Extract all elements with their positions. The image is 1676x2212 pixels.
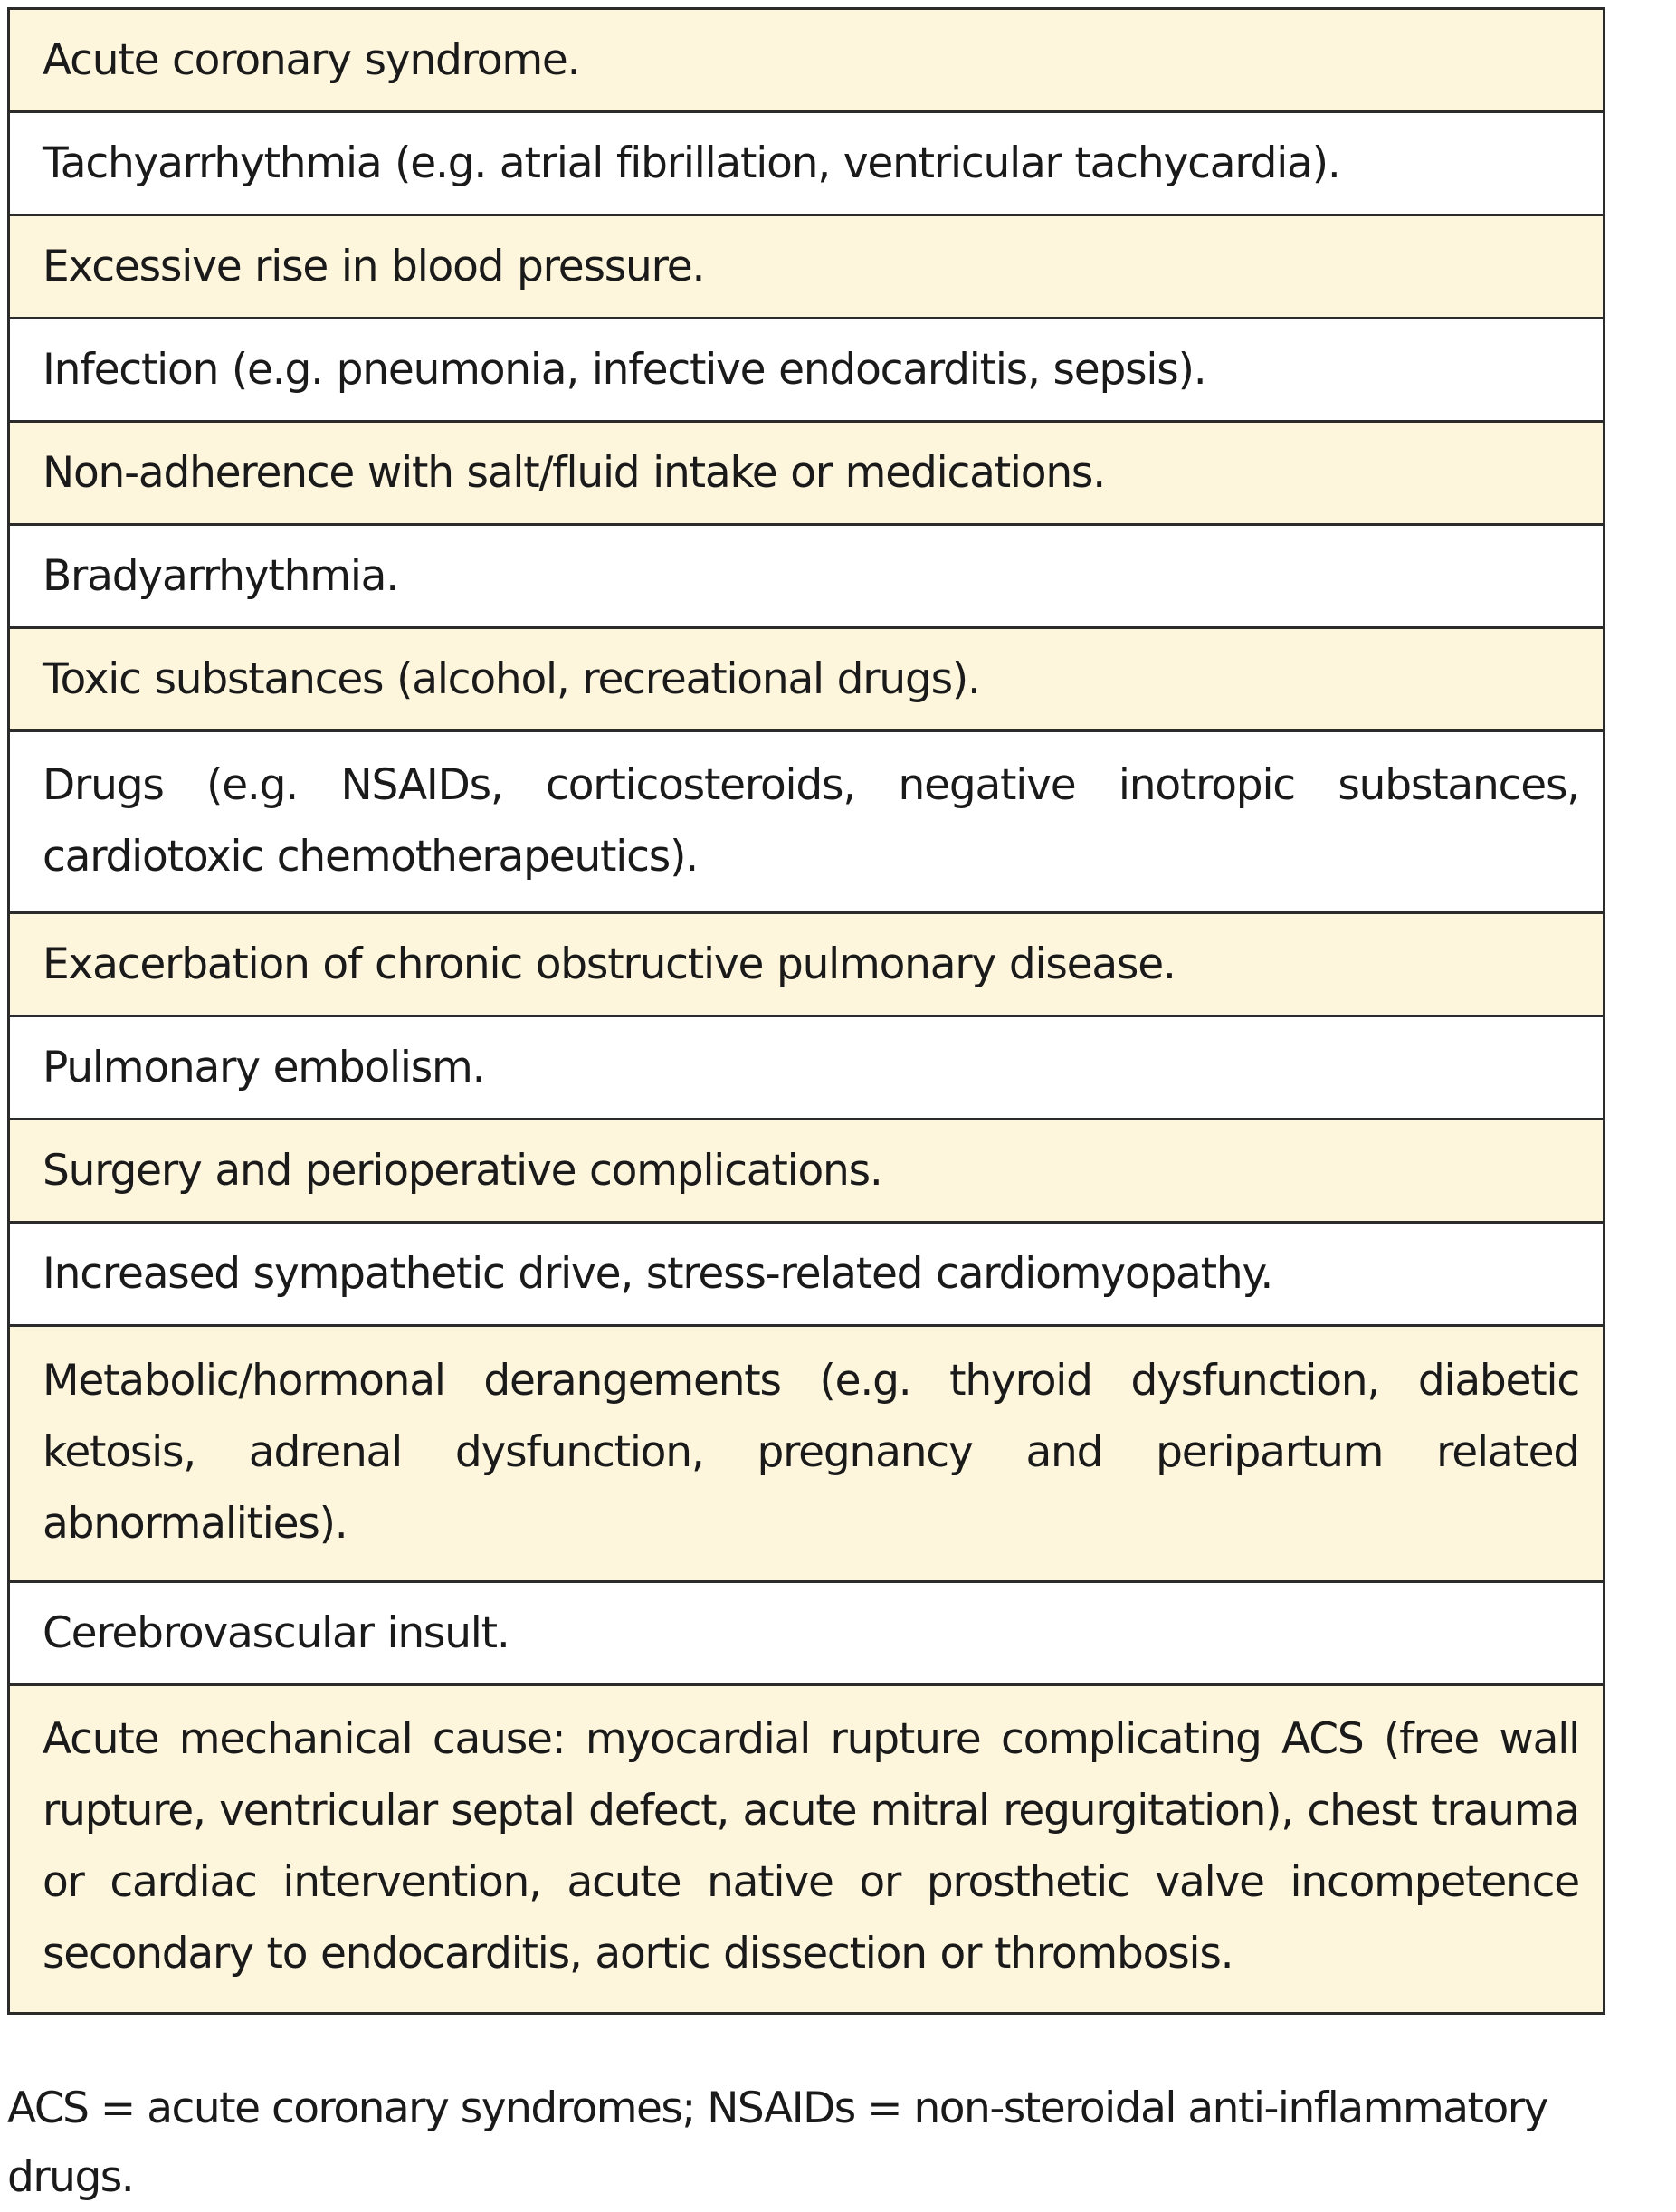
table-cell: Drugs (e.g. NSAIDs, corticosteroids, negative inotropic substances, cardiotoxic chemotherapeutics). (9, 731, 1605, 913)
table-footnote: ACS = acute coronary syndromes; NSAIDs = non-steroidal anti-inflammatory drugs. (7, 2083, 1547, 2202)
table-cell: Acute coronary syndrome. (9, 9, 1605, 112)
table-cell: Increased sympathetic drive, stress-related cardiomyopathy. (9, 1223, 1605, 1326)
table-row (9, 1685, 1605, 2014)
table-cell: Tachyarrhythmia (e.g. atrial fibrillation, ventricular tachycardia). (9, 112, 1605, 215)
table-row (9, 525, 1605, 628)
table-row (9, 215, 1605, 319)
table-row (9, 731, 1605, 913)
table-cell: Non-adherence with salt/fluid intake or medications. (9, 422, 1605, 525)
table-row (9, 422, 1605, 525)
table-row (9, 9, 1605, 112)
table-row (9, 319, 1605, 422)
precipitating-factors-table (7, 7, 1605, 2015)
table-row (9, 1120, 1605, 1223)
table-row (9, 628, 1605, 731)
table-row (9, 913, 1605, 1016)
table-row (9, 1326, 1605, 1582)
table-cell: Surgery and perioperative complications. (9, 1120, 1605, 1223)
table-cell: Pulmonary embolism. (9, 1016, 1605, 1120)
table-cell: Acute mechanical cause: myocardial rupture complicating ACS (free wall rupture, ventricular septal defect, acute mitral regurgitation), chest trauma or cardiac intervention, acute native or prosthetic valve incompetence secondary to endocarditis, aortic dissection or thrombosis. (9, 1685, 1605, 2014)
table-cell: Infection (e.g. pneumonia, infective endocarditis, sepsis). (9, 319, 1605, 422)
table-cell: Metabolic/hormonal derangements (e.g. thyroid dysfunction, diabetic ketosis, adrenal dysfunction, pregnancy and peripartum related abnormalities). (9, 1326, 1605, 1582)
table-row (9, 112, 1605, 215)
table-cell: Exacerbation of chronic obstructive pulmonary disease. (9, 913, 1605, 1016)
table-cell: Cerebrovascular insult. (9, 1582, 1605, 1685)
table-row (9, 1223, 1605, 1326)
table-cell: Toxic substances (alcohol, recreational drugs). (9, 628, 1605, 731)
table-row (9, 1016, 1605, 1120)
table-row (9, 1582, 1605, 1685)
table-cell: Excessive rise in blood pressure. (9, 215, 1605, 319)
table-cell: Bradyarrhythmia. (9, 525, 1605, 628)
